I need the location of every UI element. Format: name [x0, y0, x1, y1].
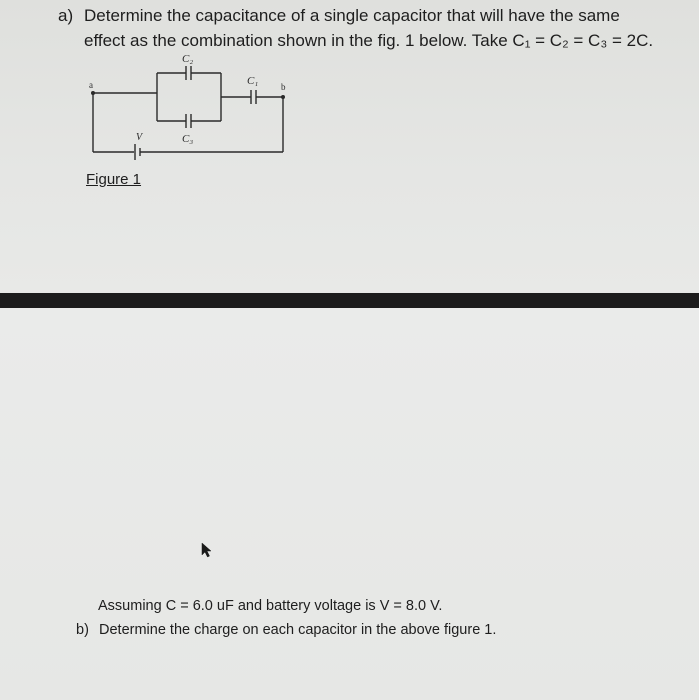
mouse-pointer-icon: [200, 542, 214, 558]
bottom-panel: [0, 308, 699, 700]
node-a-dot: [91, 91, 95, 95]
question-b-text: Determine the charge on each capacitor in the above figure 1.: [99, 622, 497, 638]
label-c1: C₁: [247, 75, 259, 87]
assumption-text: Assuming C = 6.0 uF and battery voltage is V = 8.0 V.: [98, 598, 443, 614]
question-a-line2: effect as the combination shown in the fig. 1 below. Take C₁ = C₂ = C₃ = 2C.: [84, 31, 654, 50]
figure-caption: Figure 1: [86, 171, 142, 188]
circuit-diagram: [80, 50, 300, 170]
node-b-dot: [281, 95, 285, 99]
label-node-a: a: [89, 80, 93, 90]
label-c3: C₃: [182, 133, 194, 145]
label-node-b: b: [281, 82, 286, 92]
label-v: V: [136, 132, 143, 143]
question-a-line1: Determine the capacitance of a single capacitor that will have the same: [84, 6, 620, 25]
question-b-label: b): [76, 622, 89, 638]
question-a-label: a): [58, 6, 74, 25]
divider-bar: [0, 293, 699, 308]
label-c2: C₂: [182, 53, 194, 65]
